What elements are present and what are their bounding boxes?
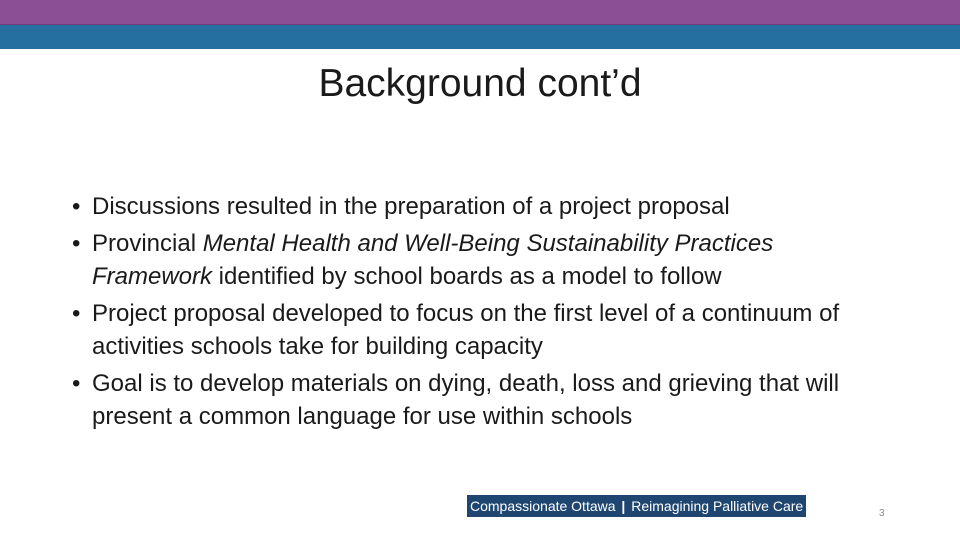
slide-title: Background cont’d [318, 62, 642, 105]
bullet-text: Goal is to develop materials on dying, death, loss and grieving that will present a common language for use within schools [92, 370, 840, 430]
bullet-text: Project proposal developed to focus on the first level of a continuum of activities schools take for building capacity [92, 300, 840, 360]
bullet-marker: • [72, 300, 81, 327]
footer-banner [467, 495, 806, 517]
bullet-item [72, 190, 892, 223]
footer-separator: | [621, 498, 626, 514]
bullet-item [72, 227, 892, 293]
bullet-marker: • [72, 230, 81, 257]
top-band-purple [0, 0, 960, 25]
bullet-italic-text: Mental Health and Well-Being Sustainability Practices Framework [92, 230, 774, 290]
bullet-item [72, 297, 892, 363]
bullet-marker: • [72, 193, 81, 220]
bullet-text: Provincial [92, 230, 203, 257]
bullet-text: identified by school boards as a model to follow [212, 263, 722, 290]
top-band-blue [0, 25, 960, 49]
bullet-item [72, 367, 892, 433]
footer-tagline: Reimagining Palliative Care [631, 498, 804, 514]
bullet-marker: • [72, 370, 81, 397]
bullet-text: Discussions resulted in the preparation of a project proposal [92, 193, 730, 220]
bullet-list [72, 190, 892, 437]
page-number: 3 [879, 508, 885, 519]
footer-organization: Compassionate Ottawa [470, 498, 616, 514]
